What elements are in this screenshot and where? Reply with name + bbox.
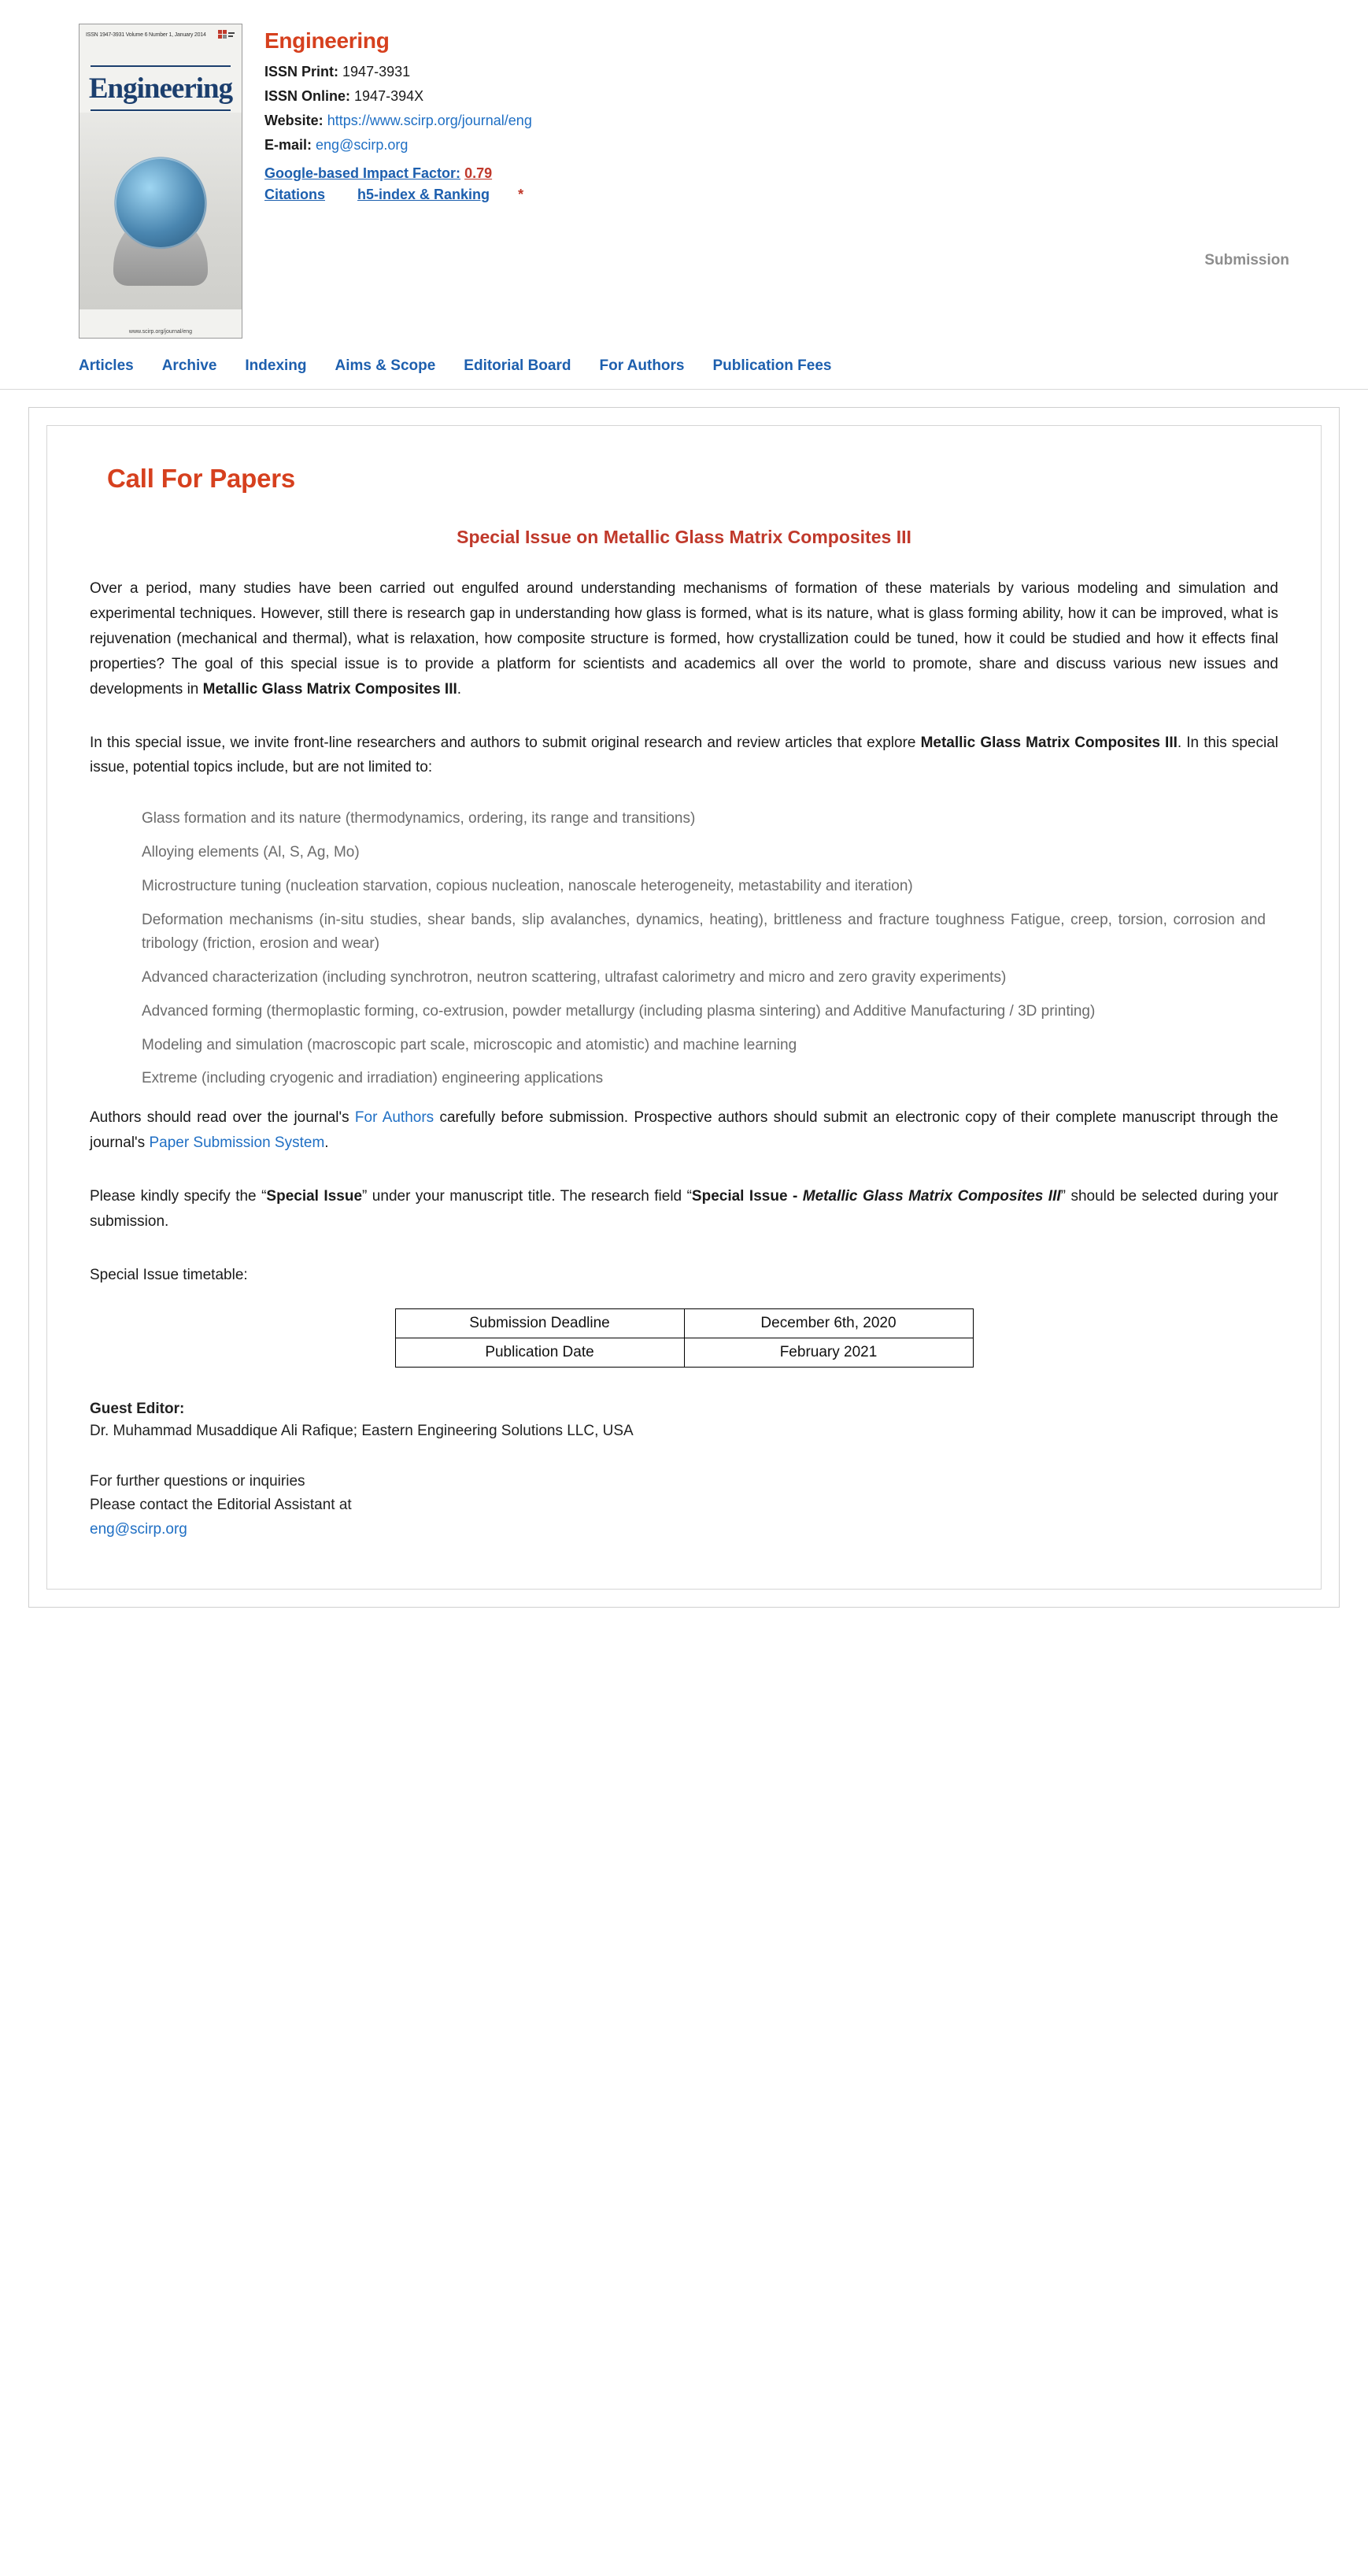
submission-text-2: carefully before submission. Prospective authors should submit an electronic copy of their complete manuscript through the journal's: [90, 1109, 1278, 1152]
nav-item-for-authors[interactable]: For Authors: [599, 357, 685, 374]
timetable-intro: Special Issue timetable:: [90, 1266, 248, 1283]
list-item: Microstructure tuning (nucleation starvation, copious nucleation, nanoscale heterogeneity, metastability and iteration): [142, 877, 913, 894]
cover-title: Engineering: [88, 72, 233, 105]
special-issue-note-paragraph: [90, 1184, 1278, 1234]
cover-top-meta: [86, 29, 235, 40]
list-item: Glass formation and its nature (thermodynamics, ordering, its range and transitions): [142, 810, 696, 827]
contact-email-link[interactable]: eng@scirp.org: [90, 1520, 187, 1538]
issn-online-label: ISSN Online:: [264, 87, 351, 104]
timetable-label-publication: Publication Date: [395, 1338, 684, 1367]
note-bold-italic: Metallic Glass Matrix Composites III: [802, 1188, 1061, 1205]
topics-list: [90, 807, 1278, 1091]
invitation-text-start: In this special issue, we invite front-line researchers and authors to submit original research and review articles that explore: [90, 734, 921, 751]
scirp-logo-icon: [218, 29, 235, 40]
cover-issn-meta: ISSN 1947-3931 Volume 6 Number 1, January 2014: [86, 31, 206, 38]
issn-online-value: 1947-394X: [354, 87, 424, 104]
note-text-2: ” under your manuscript title. The research field “: [362, 1188, 692, 1205]
special-issue-title: Special Issue on Metallic Glass Matrix Composites III: [457, 527, 911, 547]
journal-info: [264, 24, 1289, 268]
nav-item-indexing[interactable]: Indexing: [245, 357, 307, 374]
cover-hand-illustration: [113, 213, 208, 286]
intro-paragraph-end: .: [457, 680, 462, 698]
nav-item-articles[interactable]: Articles: [79, 357, 134, 374]
nav-item-aims-scope[interactable]: Aims & Scope: [335, 357, 436, 374]
submission-label[interactable]: Submission: [1204, 252, 1289, 268]
intro-paragraph-text: Over a period, many studies have been carried out engulfed around understanding mechanisms of formation of these materials by various modeling and simulation and experimental techniques. However, still there is research gap in understanding how glass is formed, what is its nature, what is glass forming ability, how it can be improved, what is rejuvenation (mechanical and thermal), what is relaxation, how composite structure is formed, how crystallization could be tuned, how it could be studied and how it effects final properties? The goal of this special issue is to provide a platform for scientists and academics all over the world to promote, share and discuss various new issues and developments in: [90, 580, 1278, 698]
page-title: Call For Papers: [107, 464, 296, 493]
intro-paragraph: [90, 576, 1278, 702]
guest-editor-heading: Guest Editor:: [90, 1400, 185, 1417]
citations-row: [264, 187, 1289, 203]
list-item: Advanced characterization (including synchrotron, neutron scattering, ultrafast calorimetry and micro and zero gravity experiments): [142, 969, 1007, 986]
note-text-1: Please kindly specify the “: [90, 1188, 267, 1205]
issn-print-label: ISSN Print:: [264, 64, 339, 80]
submission-text-1: Authors should read over the journal's: [90, 1109, 355, 1127]
list-item: Alloying elements (Al, S, Ag, Mo): [142, 844, 360, 861]
email-line: [264, 133, 1289, 157]
content-outer-card: [28, 407, 1340, 1608]
impact-factor-label[interactable]: Google-based Impact Factor:: [264, 165, 461, 181]
nav-item-editorial-board[interactable]: Editorial Board: [464, 357, 571, 374]
invitation-paragraph: [90, 731, 1278, 781]
cover-rule-bottom: [91, 109, 231, 111]
timetable-label-deadline: Submission Deadline: [395, 1308, 684, 1338]
invitation-bold: Metallic Glass Matrix Composites III: [920, 734, 1178, 751]
website-label: Website:: [264, 112, 324, 128]
note-bold-1: Special Issue: [266, 1188, 363, 1205]
intro-paragraph-bold: Metallic Glass Matrix Composites III: [202, 680, 457, 698]
email-link[interactable]: eng@scirp.org: [316, 136, 409, 153]
invitation-text-end: . In this special issue, potential topics include, but are not limited to:: [90, 734, 1278, 776]
note-text-3: ” should be selected during your submission.: [90, 1188, 1278, 1230]
for-authors-link[interactable]: For Authors: [354, 1109, 434, 1127]
h5-index-asterisk: *: [518, 186, 524, 202]
journal-title: Engineering: [264, 28, 390, 53]
contact-line-2: Please contact the Editorial Assistant at: [90, 1497, 352, 1514]
website-link[interactable]: https://www.scirp.org/journal/eng: [327, 112, 532, 128]
email-label: E-mail:: [264, 136, 312, 153]
list-item: Extreme (including cryogenic and irradiation) engineering applications: [142, 1070, 604, 1087]
nav-item-archive[interactable]: Archive: [161, 357, 217, 374]
submission-text-3: .: [324, 1134, 329, 1152]
impact-factor-line: [264, 165, 1289, 182]
table-row: [395, 1338, 973, 1367]
paper-submission-system-link[interactable]: Paper Submission System: [149, 1134, 325, 1152]
timetable: [395, 1308, 974, 1368]
content-inner-card: [46, 425, 1322, 1590]
cover-footer-url: www.scirp.org/journal/eng: [128, 329, 193, 335]
list-item: Modeling and simulation (macroscopic part scale, microscopic and atomistic) and machine learning: [142, 1036, 797, 1053]
submission-instructions-paragraph: [90, 1105, 1278, 1156]
note-bold-2: Special Issue -: [691, 1188, 803, 1205]
timetable-value-deadline: December 6th, 2020: [684, 1308, 973, 1338]
masthead: [0, 0, 1368, 339]
guest-editor-name: Dr. Muhammad Musaddique Ali Rafique; Eastern Engineering Solutions LLC, USA: [90, 1422, 634, 1439]
timetable-value-publication: February 2021: [684, 1338, 973, 1367]
cover-rule-top: [91, 65, 231, 67]
cover-artwork: [79, 113, 242, 309]
issn-online-line: [264, 84, 1289, 109]
table-row: [395, 1308, 973, 1338]
list-item: Advanced forming (thermoplastic forming, co-extrusion, powder metallurgy (including plasma sintering) and Additive Manufacturing / 3D printing): [142, 1002, 1096, 1020]
nav-item-publication-fees[interactable]: Publication Fees: [712, 357, 832, 374]
journal-cover-image: [79, 24, 242, 339]
website-line: [264, 109, 1289, 133]
main-navigation: [0, 339, 1368, 390]
contact-line-1: For further questions or inquiries: [90, 1472, 305, 1490]
h5-index-link[interactable]: h5-index & Ranking: [357, 186, 490, 202]
contact-block: [90, 1470, 1278, 1542]
citations-link[interactable]: Citations: [264, 186, 326, 202]
impact-factor-value: 0.79: [464, 165, 493, 181]
list-item: Deformation mechanisms (in-situ studies, shear bands, slip avalanches, dynamics, heating), brittleness and fracture toughness Fatigue, creep, torsion, corrosion and tribology (friction, erosion and wear): [142, 911, 1266, 953]
issn-print-value: 1947-3931: [342, 64, 411, 80]
issn-print-line: [264, 60, 1289, 84]
